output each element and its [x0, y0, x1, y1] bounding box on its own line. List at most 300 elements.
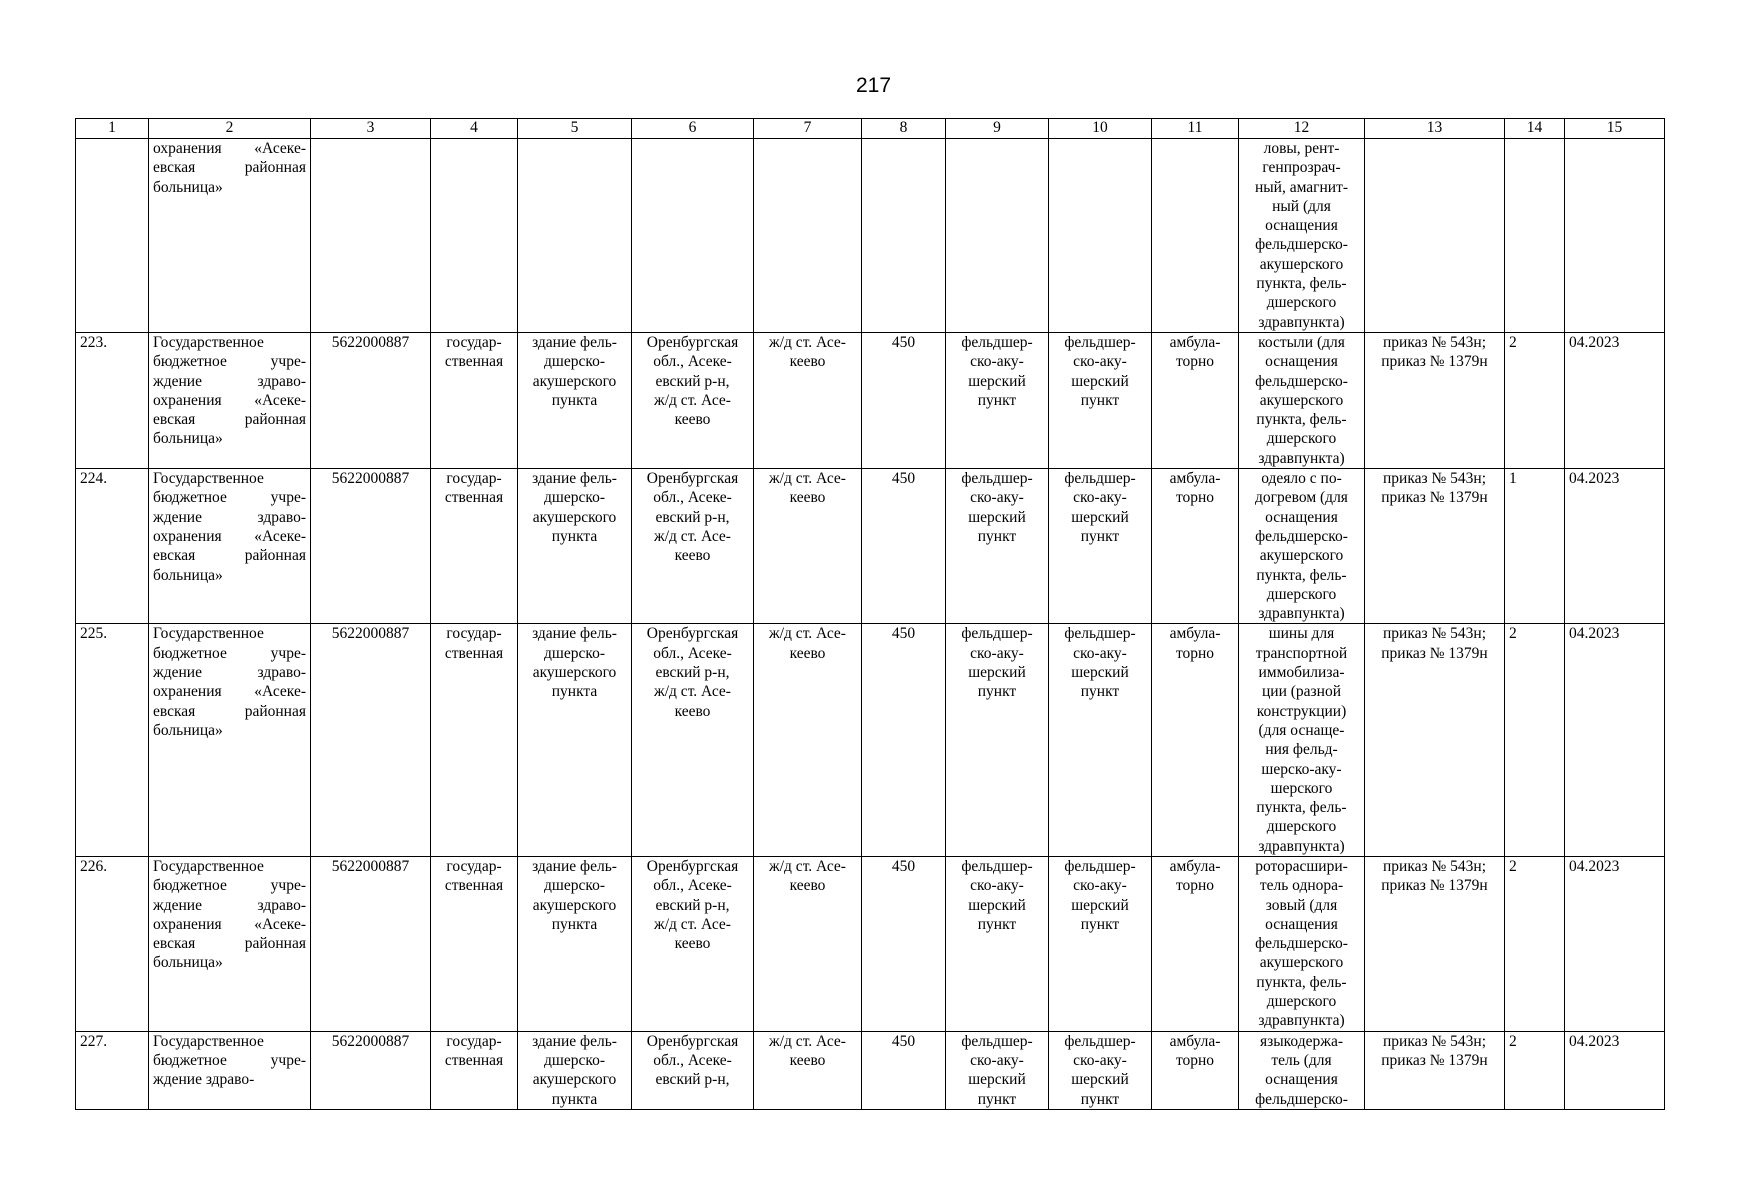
cell-line: Оренбургская	[646, 857, 739, 875]
cell-line: пункт	[1080, 915, 1120, 933]
cell-line: евский р-н,	[655, 372, 730, 390]
col-header: 1	[76, 119, 149, 139]
cell-line: языкодержа-	[1260, 1032, 1343, 1050]
cell-line: пункт	[1080, 683, 1120, 701]
cell-location	[754, 624, 862, 857]
cell-facility-subtype	[1049, 469, 1152, 624]
cell-line: ния фельд-	[1265, 741, 1338, 759]
cell-line: амбула-	[1169, 333, 1221, 351]
cell-line: Государственное	[153, 625, 264, 643]
cell-inn: 5622000887	[311, 624, 431, 857]
cell-line: пункт	[1080, 391, 1120, 409]
cell-line: акушерского	[532, 508, 617, 526]
cell-line: дшерско-	[544, 644, 605, 662]
cell-line: оснащения	[1265, 508, 1338, 526]
cell-date: 04.2023	[1565, 624, 1665, 857]
cell-line: кеево	[674, 702, 711, 720]
cell-line: государ-	[446, 625, 502, 643]
cell-line: оснащения	[1265, 217, 1338, 235]
cell-line: ловы, рент-	[1263, 140, 1340, 157]
cell-line: ско-аку-	[1073, 353, 1127, 371]
table-row	[76, 856, 1665, 1031]
cell-line: обл., Асеке-	[653, 644, 732, 662]
cell-number: 224.	[76, 469, 149, 624]
cell-line: пункта	[551, 683, 598, 701]
cell-facility-subtype	[1049, 624, 1152, 857]
cell-equipment	[1239, 332, 1365, 468]
cell-care-form	[1152, 139, 1239, 333]
cell-line: ско-аку-	[970, 1051, 1024, 1069]
cell-quantity: 2	[1505, 1031, 1565, 1109]
cell-line: шерский	[968, 664, 1026, 682]
cell-line: ж/д ст. Асе-	[769, 625, 846, 643]
cell-line: дшерского	[1266, 294, 1337, 312]
cell-line: приказ № 543н;	[1382, 333, 1487, 351]
col-header: 8	[862, 119, 946, 139]
cell-line: торно	[1175, 489, 1215, 507]
cell-ownership	[431, 139, 518, 333]
col-header: 13	[1365, 119, 1505, 139]
cell-building	[518, 624, 632, 857]
cell-facility-subtype	[1049, 856, 1152, 1031]
cell-line: обл., Асеке-	[653, 877, 732, 895]
cell-line: шерский	[1071, 664, 1129, 682]
cell-address	[632, 469, 754, 624]
cell-location	[754, 856, 862, 1031]
cell-line: торно	[1175, 1051, 1215, 1069]
cell-facility-subtype	[1049, 1031, 1152, 1109]
cell-line: приказ № 543н;	[1382, 1032, 1487, 1050]
cell-line: шерско-аку-	[1261, 760, 1342, 778]
cell-line: бюджетное учре-	[153, 353, 306, 371]
cell-line: ско-аку-	[970, 877, 1024, 895]
cell-order	[1365, 469, 1505, 624]
cell-line: одеяло с по-	[1261, 470, 1342, 488]
cell-line: больница»	[153, 721, 223, 739]
col-header: 15	[1565, 119, 1665, 139]
cell-line: кеево	[674, 411, 711, 429]
cell-line: кеево	[674, 547, 711, 565]
cell-line: ственная	[444, 1051, 504, 1069]
cell-line: евский р-н,	[655, 1071, 730, 1089]
cell-line: охранения «Асеке-	[153, 915, 306, 933]
cell-line: амбула-	[1169, 470, 1221, 488]
cell-line: бюджетное учре-	[153, 1051, 306, 1069]
cell-quantity	[1505, 139, 1565, 333]
cell-line: фельдшер-	[961, 333, 1033, 351]
cell-quantity: 2	[1505, 332, 1565, 468]
cell-building	[518, 139, 632, 333]
cell-line: тель однора-	[1259, 877, 1344, 895]
cell-line: ственная	[444, 353, 504, 371]
cell-line: акушерского	[1259, 391, 1344, 409]
cell-line: Оренбургская	[646, 470, 739, 488]
cell-line: приказ № 1379н	[1381, 489, 1488, 507]
cell-line: здравпункта)	[1258, 605, 1345, 623]
cell-equipment	[1239, 1031, 1365, 1109]
col-header: 4	[431, 119, 518, 139]
cell-line: генпрозрач-	[1262, 159, 1341, 177]
cell-line: пункт	[1080, 527, 1120, 545]
cell-line: Оренбургская	[646, 333, 739, 351]
cell-line: ж/д ст. Асе-	[769, 470, 846, 488]
cell-line: пункт	[977, 683, 1017, 701]
cell-line: пункта	[551, 1090, 598, 1108]
col-header: 7	[754, 119, 862, 139]
cell-location	[754, 469, 862, 624]
cell-line: пункта, фель-	[1256, 973, 1347, 991]
cell-facility-type	[946, 624, 1049, 857]
cell-care-form	[1152, 469, 1239, 624]
cell-line: приказ № 1379н	[1381, 644, 1488, 662]
cell-line: охранения «Асеке-	[153, 683, 306, 701]
cell-line: фельдшер-	[1064, 333, 1136, 351]
cell-line: фельдшерско-	[1255, 1090, 1348, 1108]
cell-line: фельдшерско-	[1255, 935, 1348, 953]
cell-line: акушерского	[1259, 954, 1344, 972]
cell-line: акушерского	[532, 896, 617, 914]
cell-line: Оренбургская	[646, 625, 739, 643]
cell-area	[862, 139, 946, 333]
table-row	[76, 624, 1665, 857]
cell-location	[754, 139, 862, 333]
cell-line: евская районная	[153, 702, 306, 720]
cell-line: акушерского	[1259, 255, 1344, 273]
cell-building	[518, 856, 632, 1031]
cell-line: ско-аку-	[1073, 877, 1127, 895]
cell-line: приказ № 1379н	[1381, 1051, 1488, 1069]
cell-line: ско-аку-	[1073, 644, 1127, 662]
cell-line: евская районная	[153, 547, 306, 565]
col-header: 6	[632, 119, 754, 139]
cell-order	[1365, 139, 1505, 333]
cell-line: охранения «Асеке-	[153, 140, 306, 157]
cell-organization	[149, 1031, 311, 1109]
cell-line: зовый (для	[1265, 896, 1338, 914]
cell-facility-type	[946, 139, 1049, 333]
cell-area: 450	[862, 624, 946, 857]
cell-address	[632, 624, 754, 857]
cell-line: оснащения	[1265, 915, 1338, 933]
col-header: 5	[518, 119, 632, 139]
cell-line: обл., Асеке-	[653, 489, 732, 507]
cell-inn: 5622000887	[311, 332, 431, 468]
cell-line: шерский	[1071, 508, 1129, 526]
cell-line: кеево	[674, 935, 711, 953]
cell-ownership	[431, 332, 518, 468]
cell-order	[1365, 1031, 1505, 1109]
cell-line: больница»	[153, 178, 223, 196]
col-header: 3	[311, 119, 431, 139]
cell-inn: 5622000887	[311, 856, 431, 1031]
cell-line: оснащения	[1265, 353, 1338, 371]
cell-line: шерский	[968, 372, 1026, 390]
cell-line: ж/д ст. Асе-	[769, 857, 846, 875]
cell-inn: 5622000887	[311, 469, 431, 624]
cell-line: приказ № 543н;	[1382, 857, 1487, 875]
cell-line: евская районная	[153, 159, 306, 177]
table-row	[76, 469, 1665, 624]
table-row	[76, 1031, 1665, 1109]
cell-line: оснащения	[1265, 1071, 1338, 1089]
cell-area: 450	[862, 469, 946, 624]
cell-line: дшерско-	[544, 489, 605, 507]
cell-area: 450	[862, 1031, 946, 1109]
register-table	[75, 118, 1665, 1110]
cell-line: пункта, фель-	[1256, 799, 1347, 817]
cell-quantity: 2	[1505, 856, 1565, 1031]
cell-date	[1565, 139, 1665, 333]
cell-location	[754, 1031, 862, 1109]
table-row	[76, 139, 1665, 333]
cell-line: обл., Асеке-	[653, 353, 732, 371]
cell-line: приказ № 543н;	[1382, 470, 1487, 488]
cell-line: ственная	[444, 644, 504, 662]
cell-line: ско-аку-	[970, 353, 1024, 371]
cell-line: ственная	[444, 489, 504, 507]
cell-line: государ-	[446, 470, 502, 488]
col-header: 12	[1239, 119, 1365, 139]
cell-line: пункт	[977, 1090, 1017, 1108]
cell-date: 04.2023	[1565, 469, 1665, 624]
cell-order	[1365, 624, 1505, 857]
cell-line: ный (для	[1272, 197, 1331, 215]
cell-line: здравпункта)	[1258, 1012, 1345, 1030]
cell-number: 223.	[76, 332, 149, 468]
cell-line: бюджетное учре-	[153, 877, 306, 895]
cell-line: шерский	[968, 508, 1026, 526]
cell-line: здравпункта)	[1258, 837, 1345, 855]
cell-line: ждение здраво-	[153, 896, 306, 914]
cell-building	[518, 332, 632, 468]
cell-line: амбула-	[1169, 1032, 1221, 1050]
cell-line: торно	[1175, 644, 1215, 662]
cell-line: шерского	[1270, 779, 1333, 797]
cell-line: ско-аку-	[1073, 1051, 1127, 1069]
cell-care-form	[1152, 1031, 1239, 1109]
cell-line: дшерского	[1266, 993, 1337, 1011]
cell-number: 226.	[76, 856, 149, 1031]
cell-line: роторасшири-	[1255, 857, 1348, 875]
cell-line: дшерского	[1266, 430, 1337, 448]
cell-equipment	[1239, 856, 1365, 1031]
cell-line: ско-аку-	[970, 644, 1024, 662]
cell-line: акушерского	[532, 1071, 617, 1089]
cell-line: транспортной	[1255, 644, 1348, 662]
cell-line: амбула-	[1169, 857, 1221, 875]
cell-organization	[149, 624, 311, 857]
cell-quantity: 1	[1505, 469, 1565, 624]
cell-line: здравпункта)	[1258, 449, 1345, 467]
col-header: 11	[1152, 119, 1239, 139]
cell-line: Государственное	[153, 857, 264, 875]
cell-line: государ-	[446, 333, 502, 351]
cell-address	[632, 1031, 754, 1109]
cell-address	[632, 139, 754, 333]
cell-line: охранения «Асеке-	[153, 527, 306, 545]
cell-line: ждение здраво-	[153, 1071, 255, 1089]
cell-line: здание фель-	[532, 470, 617, 488]
cell-line: государ-	[446, 1032, 502, 1050]
cell-ownership	[431, 1031, 518, 1109]
cell-line: евская районная	[153, 935, 306, 953]
cell-line: евский р-н,	[655, 664, 730, 682]
cell-line: костыли (для	[1258, 333, 1345, 351]
cell-line: приказ № 1379н	[1381, 877, 1488, 895]
cell-line: ско-аку-	[970, 489, 1024, 507]
cell-equipment	[1239, 139, 1365, 333]
cell-line: торно	[1175, 877, 1215, 895]
cell-line: ждение здраво-	[153, 508, 306, 526]
cell-line: больница»	[153, 430, 223, 448]
cell-line: догревом (для	[1255, 489, 1348, 507]
cell-care-form	[1152, 332, 1239, 468]
cell-building	[518, 1031, 632, 1109]
cell-line: больница»	[153, 954, 223, 972]
table-row	[76, 332, 1665, 468]
cell-number: 227.	[76, 1031, 149, 1109]
cell-facility-subtype	[1049, 139, 1152, 333]
cell-order	[1365, 332, 1505, 468]
cell-line: фельдшер-	[961, 470, 1033, 488]
cell-line: ж/д ст. Асе-	[769, 1032, 846, 1050]
cell-facility-type	[946, 469, 1049, 624]
cell-line: фельдшерско-	[1255, 372, 1348, 390]
cell-facility-type	[946, 1031, 1049, 1109]
cell-line: здание фель-	[532, 333, 617, 351]
cell-line: фельдшер-	[961, 857, 1033, 875]
cell-line: ж/д ст. Асе-	[654, 683, 731, 701]
cell-line: дшерско-	[544, 1051, 605, 1069]
col-header: 2	[149, 119, 311, 139]
cell-line: шерский	[968, 896, 1026, 914]
cell-line: евский р-н,	[655, 508, 730, 526]
cell-line: дшерского	[1266, 818, 1337, 836]
cell-ownership	[431, 469, 518, 624]
cell-line: пункта	[551, 915, 598, 933]
cell-line: дшерско-	[544, 353, 605, 371]
cell-facility-type	[946, 856, 1049, 1031]
cell-line: бюджетное учре-	[153, 489, 306, 507]
cell-line: ско-аку-	[1073, 489, 1127, 507]
cell-line: Оренбургская	[646, 1032, 739, 1050]
cell-line: Государственное	[153, 333, 264, 351]
cell-number	[76, 139, 149, 333]
header-row	[76, 119, 1665, 139]
cell-line: евская районная	[153, 411, 306, 429]
cell-line: пункт	[977, 527, 1017, 545]
cell-line: пункта, фель-	[1256, 275, 1347, 293]
cell-line: здание фель-	[532, 625, 617, 643]
cell-address	[632, 856, 754, 1031]
cell-location	[754, 332, 862, 468]
cell-line: шерский	[1071, 1071, 1129, 1089]
cell-line: шерский	[968, 1071, 1026, 1089]
col-header: 10	[1049, 119, 1152, 139]
cell-area: 450	[862, 856, 946, 1031]
cell-line: кеево	[789, 353, 826, 371]
cell-line: ственная	[444, 877, 504, 895]
cell-facility-subtype	[1049, 332, 1152, 468]
cell-line: фельдшер-	[1064, 1032, 1136, 1050]
cell-number: 225.	[76, 624, 149, 857]
cell-inn: 5622000887	[311, 1031, 431, 1109]
cell-organization	[149, 332, 311, 468]
cell-inn	[311, 139, 431, 333]
cell-organization	[149, 856, 311, 1031]
cell-line: здание фель-	[532, 857, 617, 875]
cell-line: ж/д ст. Асе-	[654, 915, 731, 933]
cell-line: ж/д ст. Асе-	[769, 333, 846, 351]
cell-facility-type	[946, 332, 1049, 468]
cell-line: Государственное	[153, 1032, 264, 1050]
cell-ownership	[431, 856, 518, 1031]
cell-equipment	[1239, 469, 1365, 624]
cell-line: пункт	[977, 915, 1017, 933]
cell-line: пункта	[551, 527, 598, 545]
cell-date: 04.2023	[1565, 1031, 1665, 1109]
cell-line: приказ № 1379н	[1381, 353, 1488, 371]
cell-line: обл., Асеке-	[653, 1051, 732, 1069]
cell-organization	[149, 469, 311, 624]
cell-line: иммобилиза-	[1258, 664, 1345, 682]
cell-line: пункта, фель-	[1256, 411, 1347, 429]
cell-line: торно	[1175, 353, 1215, 371]
cell-line: дшерско-	[544, 877, 605, 895]
cell-line: евский р-н,	[655, 896, 730, 914]
cell-line: ждение здраво-	[153, 372, 306, 390]
cell-line: ждение здраво-	[153, 664, 306, 682]
cell-line: здание фель-	[532, 1032, 617, 1050]
cell-line: фельдшерско-	[1255, 527, 1348, 545]
cell-line: кеево	[789, 877, 826, 895]
cell-line: приказ № 543н;	[1382, 625, 1487, 643]
cell-date: 04.2023	[1565, 332, 1665, 468]
col-header: 9	[946, 119, 1049, 139]
cell-quantity: 2	[1505, 624, 1565, 857]
cell-line: государ-	[446, 857, 502, 875]
cell-line: амбула-	[1169, 625, 1221, 643]
cell-line: охранения «Асеке-	[153, 391, 306, 409]
cell-organization	[149, 139, 311, 333]
cell-line: Государственное	[153, 470, 264, 488]
cell-line: конструкции)	[1256, 702, 1347, 720]
cell-line: бюджетное учре-	[153, 644, 306, 662]
cell-line: ции (разной	[1261, 683, 1341, 701]
cell-line: пункта	[551, 391, 598, 409]
cell-line: здравпункта)	[1258, 313, 1345, 331]
cell-line: акушерского	[1259, 547, 1344, 565]
cell-line: больница»	[153, 566, 223, 584]
cell-line: ный, амагнит-	[1254, 178, 1349, 196]
cell-line: шерский	[1071, 896, 1129, 914]
cell-line: фельдшер-	[1064, 625, 1136, 643]
cell-line: дшерского	[1266, 585, 1337, 603]
col-header: 14	[1505, 119, 1565, 139]
cell-line: фельдшер-	[961, 1032, 1033, 1050]
cell-area: 450	[862, 332, 946, 468]
cell-line: пункта, фель-	[1256, 566, 1347, 584]
cell-line: кеево	[789, 1051, 826, 1069]
cell-line: ж/д ст. Асе-	[654, 391, 731, 409]
cell-line: тель (для	[1271, 1051, 1332, 1069]
cell-ownership	[431, 624, 518, 857]
cell-line: пункт	[1080, 1090, 1120, 1108]
cell-building	[518, 469, 632, 624]
cell-order	[1365, 856, 1505, 1031]
cell-care-form	[1152, 856, 1239, 1031]
cell-line: (для оснаще-	[1258, 721, 1345, 739]
